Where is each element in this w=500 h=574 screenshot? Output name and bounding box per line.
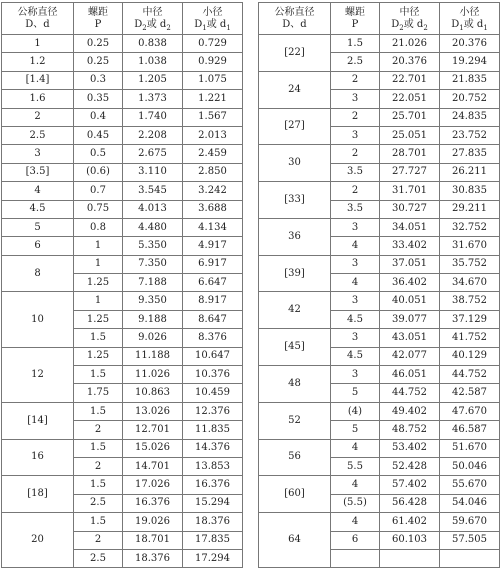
table-row (2, 53, 243, 71)
table-row (2, 439, 243, 457)
nominal-diameter-cell: [27] (259, 108, 331, 145)
header-nominal-diameter: 公称直径 D、d (2, 3, 74, 35)
pitch-diameter-cell: 27.727 (380, 163, 440, 181)
pitch-diameter-cell: 14.701 (123, 457, 183, 475)
pitch-cell: 3.5 (331, 200, 380, 218)
minor-diameter-cell: 1.075 (183, 71, 243, 89)
nominal-diameter-cell: 1.6 (2, 90, 74, 108)
minor-diameter-cell: 1.221 (183, 90, 243, 108)
minor-diameter-cell: 14.376 (183, 439, 243, 457)
minor-diameter-cell: 13.853 (183, 457, 243, 475)
pitch-diameter-cell: 3.545 (123, 182, 183, 200)
minor-diameter-cell: 21.835 (440, 71, 500, 89)
pitch-diameter-cell: 5.350 (123, 237, 183, 255)
nominal-diameter-cell: 8 (2, 255, 74, 292)
nominal-diameter-cell: 4 (2, 182, 74, 200)
pitch-cell: 3 (331, 329, 380, 347)
nominal-diameter-cell: 6 (2, 237, 74, 255)
minor-diameter-cell: 54.046 (440, 494, 500, 512)
header-nominal-diameter: 公称直径 D、d (259, 3, 331, 35)
pitch-diameter-cell: 1.740 (123, 108, 183, 126)
pitch-diameter-cell: 61.402 (380, 513, 440, 531)
minor-diameter-cell: 4.917 (183, 237, 243, 255)
table-row (259, 439, 500, 457)
pitch-cell: 2 (74, 421, 123, 439)
minor-diameter-cell: 12.376 (183, 402, 243, 420)
pitch-cell: 1.5 (74, 402, 123, 420)
table-row (2, 182, 243, 200)
pitch-cell: 4 (331, 513, 380, 531)
pitch-cell: 2 (331, 145, 380, 163)
pitch-cell: 1.75 (74, 384, 123, 402)
pitch-cell: 5 (331, 421, 380, 439)
minor-diameter-cell: 27.835 (440, 145, 500, 163)
nominal-diameter-cell: 48 (259, 366, 331, 403)
minor-diameter-cell: 29.211 (440, 200, 500, 218)
pitch-diameter-cell: 31.701 (380, 182, 440, 200)
table-row (2, 218, 243, 236)
nominal-diameter-cell: 36 (259, 218, 331, 255)
nominal-diameter-cell: 2.5 (2, 126, 74, 144)
pitch-diameter-cell: 11.188 (123, 347, 183, 365)
minor-diameter-cell: 17.835 (183, 531, 243, 549)
thread-table-right (258, 2, 500, 568)
pitch-cell: 4 (331, 237, 380, 255)
minor-diameter-cell: 2.459 (183, 145, 243, 163)
nominal-diameter-cell: 4.5 (2, 200, 74, 218)
nominal-diameter-cell: 10 (2, 292, 74, 347)
pitch-cell: 6 (331, 531, 380, 549)
pitch-cell: 1.5 (74, 513, 123, 531)
pitch-diameter-cell: 9.026 (123, 329, 183, 347)
minor-diameter-cell: 0.929 (183, 53, 243, 71)
pitch-diameter-cell: 21.026 (380, 35, 440, 53)
minor-diameter-cell: 55.670 (440, 476, 500, 494)
minor-diameter-cell: 37.129 (440, 310, 500, 328)
nominal-diameter-cell: 2 (2, 108, 74, 126)
minor-diameter-cell: 46.587 (440, 421, 500, 439)
minor-diameter-cell: 2.013 (183, 126, 243, 144)
pitch-diameter-cell: 44.752 (380, 384, 440, 402)
table-row (259, 182, 500, 200)
nominal-diameter-cell: 5 (2, 218, 74, 236)
table-row (2, 237, 243, 255)
table-row (259, 329, 500, 347)
nominal-diameter-cell: [18] (2, 476, 74, 513)
nominal-diameter-cell: 1.2 (2, 53, 74, 71)
minor-diameter-cell: 34.670 (440, 274, 500, 292)
thread-table-left (1, 2, 243, 568)
header-pitch-diameter: 中径 $D_2$或 $d_2$ (123, 3, 183, 35)
pitch-diameter-cell: 49.402 (380, 402, 440, 420)
pitch-cell: 4 (331, 439, 380, 457)
pitch-cell: 3 (331, 292, 380, 310)
table-row (259, 108, 500, 126)
pitch-cell: (5.5) (331, 494, 380, 512)
minor-diameter-cell: 38.752 (440, 292, 500, 310)
table-row (259, 476, 500, 494)
pitch-diameter-cell: 0.838 (123, 35, 183, 53)
table-row (259, 255, 500, 273)
minor-diameter-cell: 51.670 (440, 439, 500, 457)
table-row (259, 35, 500, 53)
pitch-diameter-cell: 15.026 (123, 439, 183, 457)
pitch-cell: 2.5 (74, 549, 123, 567)
minor-diameter-cell: 10.376 (183, 366, 243, 384)
nominal-diameter-cell: [33] (259, 182, 331, 219)
table-row (259, 71, 500, 89)
minor-diameter-cell: 30.835 (440, 182, 500, 200)
minor-diameter-cell: 11.835 (183, 421, 243, 439)
nominal-diameter-cell: [14] (2, 402, 74, 439)
pitch-cell: 3 (331, 366, 380, 384)
pitch-diameter-cell: 19.026 (123, 513, 183, 531)
minor-diameter-cell: 50.046 (440, 457, 500, 475)
nominal-diameter-cell: [1.4] (2, 71, 74, 89)
table-row (259, 513, 500, 531)
minor-diameter-cell (440, 549, 500, 567)
nominal-diameter-cell: 30 (259, 145, 331, 182)
pitch-cell: 1 (74, 292, 123, 310)
pitch-cell: 4.5 (331, 347, 380, 365)
pitch-cell: 0.7 (74, 182, 123, 200)
minor-diameter-cell: 0.729 (183, 35, 243, 53)
pitch-cell: 1.25 (74, 310, 123, 328)
pitch-diameter-cell: 46.051 (380, 366, 440, 384)
table-row (2, 200, 243, 218)
nominal-diameter-cell: [45] (259, 329, 331, 366)
pitch-cell: 0.45 (74, 126, 123, 144)
pitch-diameter-cell: 9.350 (123, 292, 183, 310)
pitch-cell: 1.5 (74, 366, 123, 384)
pitch-diameter-cell: 7.350 (123, 255, 183, 273)
pitch-cell: 3.5 (331, 163, 380, 181)
table-row (2, 108, 243, 126)
minor-diameter-cell: 6.647 (183, 274, 243, 292)
table-row (259, 218, 500, 236)
minor-diameter-cell: 40.129 (440, 347, 500, 365)
pitch-diameter-cell: 10.863 (123, 384, 183, 402)
nominal-diameter-cell: 1 (2, 35, 74, 53)
table-row (259, 292, 500, 310)
pitch-cell: 4 (331, 274, 380, 292)
minor-diameter-cell: 35.752 (440, 255, 500, 273)
nominal-diameter-cell: 52 (259, 402, 331, 439)
minor-diameter-cell: 20.752 (440, 90, 500, 108)
pitch-diameter-cell: 30.727 (380, 200, 440, 218)
table-row (2, 513, 243, 531)
table-row (2, 126, 243, 144)
minor-diameter-cell: 16.376 (183, 476, 243, 494)
table-row (259, 366, 500, 384)
header-row (259, 3, 500, 35)
pitch-cell: 0.4 (74, 108, 123, 126)
header-pitch: 螺距 P (74, 3, 123, 35)
minor-diameter-cell: 26.211 (440, 163, 500, 181)
minor-diameter-cell: 2.850 (183, 163, 243, 181)
pitch-cell (331, 549, 380, 567)
pitch-cell: 1.5 (331, 35, 380, 53)
table-row (2, 292, 243, 310)
pitch-cell: 0.25 (74, 35, 123, 53)
pitch-diameter-cell: 43.051 (380, 329, 440, 347)
pitch-cell: 1.5 (74, 439, 123, 457)
minor-diameter-cell: 57.505 (440, 531, 500, 549)
header-minor-diameter: 小径 $D_1$或 $d_1$ (183, 3, 243, 35)
minor-diameter-cell: 10.459 (183, 384, 243, 402)
pitch-cell: 3 (331, 218, 380, 236)
pitch-diameter-cell: 53.402 (380, 439, 440, 457)
table-row (2, 255, 243, 273)
minor-diameter-cell: 47.670 (440, 402, 500, 420)
pitch-diameter-cell (380, 549, 440, 567)
nominal-diameter-cell: [22] (259, 35, 331, 72)
nominal-diameter-cell: 42 (259, 292, 331, 329)
nominal-diameter-cell: [60] (259, 476, 331, 513)
nominal-diameter-cell: 20 (2, 513, 74, 568)
pitch-diameter-cell: 4.013 (123, 200, 183, 218)
pitch-diameter-cell: 22.701 (380, 71, 440, 89)
pitch-diameter-cell: 11.026 (123, 366, 183, 384)
table-row (2, 145, 243, 163)
nominal-diameter-cell: 64 (259, 513, 331, 568)
pitch-cell: 4.5 (331, 310, 380, 328)
pitch-cell: 1.25 (74, 274, 123, 292)
minor-diameter-cell: 20.376 (440, 35, 500, 53)
pitch-diameter-cell: 57.402 (380, 476, 440, 494)
pitch-diameter-cell: 40.051 (380, 292, 440, 310)
minor-diameter-cell: 3.688 (183, 200, 243, 218)
minor-diameter-cell: 32.752 (440, 218, 500, 236)
pitch-diameter-cell: 12.701 (123, 421, 183, 439)
pitch-cell: 1 (74, 255, 123, 273)
minor-diameter-cell: 59.670 (440, 513, 500, 531)
pitch-diameter-cell: 13.026 (123, 402, 183, 420)
pitch-diameter-cell: 4.480 (123, 218, 183, 236)
minor-diameter-cell: 44.752 (440, 366, 500, 384)
pitch-diameter-cell: 37.051 (380, 255, 440, 273)
pitch-cell: 5 (331, 384, 380, 402)
minor-diameter-cell: 8.917 (183, 292, 243, 310)
pitch-diameter-cell: 25.051 (380, 126, 440, 144)
nominal-diameter-cell: [3.5] (2, 163, 74, 181)
pitch-cell: 5.5 (331, 457, 380, 475)
nominal-diameter-cell: 12 (2, 347, 74, 402)
thread-table-left-body (2, 35, 243, 568)
pitch-diameter-cell: 36.402 (380, 274, 440, 292)
table-row (2, 90, 243, 108)
pitch-diameter-cell: 52.428 (380, 457, 440, 475)
pitch-diameter-cell: 42.077 (380, 347, 440, 365)
minor-diameter-cell: 15.294 (183, 494, 243, 512)
pitch-cell: 3 (331, 255, 380, 273)
header-pitch-diameter: 中径 $D_2$或 $d_2$ (380, 3, 440, 35)
table-row (2, 402, 243, 420)
pitch-diameter-cell: 17.026 (123, 476, 183, 494)
pitch-cell: 1.5 (74, 476, 123, 494)
table-row (2, 163, 243, 181)
pitch-diameter-cell: 2.208 (123, 126, 183, 144)
minor-diameter-cell: 18.376 (183, 513, 243, 531)
pitch-cell: (0.6) (74, 163, 123, 181)
pitch-diameter-cell: 1.038 (123, 53, 183, 71)
nominal-diameter-cell: 24 (259, 71, 331, 108)
pitch-cell: 2.5 (74, 494, 123, 512)
pitch-cell: 3 (331, 90, 380, 108)
minor-diameter-cell: 10.647 (183, 347, 243, 365)
minor-diameter-cell: 41.752 (440, 329, 500, 347)
pitch-diameter-cell: 18.701 (123, 531, 183, 549)
pitch-cell: 0.25 (74, 53, 123, 71)
minor-diameter-cell: 6.917 (183, 255, 243, 273)
nominal-diameter-cell: 3 (2, 145, 74, 163)
pitch-cell: 0.8 (74, 218, 123, 236)
thread-table-right-body (259, 35, 500, 568)
minor-diameter-cell: 3.242 (183, 182, 243, 200)
pitch-diameter-cell: 56.428 (380, 494, 440, 512)
pitch-cell: (4) (331, 402, 380, 420)
pitch-diameter-cell: 28.701 (380, 145, 440, 163)
header-minor-diameter: 小径 $D_1$或 $d_1$ (440, 3, 500, 35)
header-row (2, 3, 243, 35)
pitch-diameter-cell: 33.402 (380, 237, 440, 255)
minor-diameter-cell: 24.835 (440, 108, 500, 126)
table-row (259, 402, 500, 420)
minor-diameter-cell: 19.294 (440, 53, 500, 71)
table-row (2, 347, 243, 365)
pitch-diameter-cell: 34.051 (380, 218, 440, 236)
minor-diameter-cell: 17.294 (183, 549, 243, 567)
pitch-diameter-cell: 18.376 (123, 549, 183, 567)
minor-diameter-cell: 4.134 (183, 218, 243, 236)
pitch-cell: 2 (74, 531, 123, 549)
pitch-diameter-cell: 22.051 (380, 90, 440, 108)
pitch-diameter-cell: 7.188 (123, 274, 183, 292)
pitch-cell: 2.5 (331, 53, 380, 71)
pitch-cell: 1 (74, 237, 123, 255)
pitch-cell: 0.3 (74, 71, 123, 89)
pitch-cell: 0.5 (74, 145, 123, 163)
pitch-diameter-cell: 3.110 (123, 163, 183, 181)
minor-diameter-cell: 1.567 (183, 108, 243, 126)
table-row (259, 145, 500, 163)
pitch-cell: 2 (331, 71, 380, 89)
minor-diameter-cell: 23.752 (440, 126, 500, 144)
minor-diameter-cell: 42.587 (440, 384, 500, 402)
pitch-cell: 1.25 (74, 347, 123, 365)
header-pitch: 螺距 P (331, 3, 380, 35)
pitch-diameter-cell: 60.103 (380, 531, 440, 549)
table-row (2, 476, 243, 494)
pitch-diameter-cell: 16.376 (123, 494, 183, 512)
pitch-cell: 4 (331, 476, 380, 494)
table-row (2, 35, 243, 53)
pitch-cell: 3 (331, 126, 380, 144)
pitch-diameter-cell: 48.752 (380, 421, 440, 439)
pitch-diameter-cell: 1.373 (123, 90, 183, 108)
pitch-cell: 0.75 (74, 200, 123, 218)
pitch-diameter-cell: 1.205 (123, 71, 183, 89)
pitch-cell: 2 (74, 457, 123, 475)
pitch-diameter-cell: 2.675 (123, 145, 183, 163)
minor-diameter-cell: 8.376 (183, 329, 243, 347)
minor-diameter-cell: 31.670 (440, 237, 500, 255)
pitch-cell: 2 (331, 108, 380, 126)
nominal-diameter-cell: 56 (259, 439, 331, 476)
pitch-cell: 2 (331, 182, 380, 200)
pitch-diameter-cell: 20.376 (380, 53, 440, 71)
pitch-diameter-cell: 25.701 (380, 108, 440, 126)
pitch-cell: 1.5 (74, 329, 123, 347)
nominal-diameter-cell: 16 (2, 439, 74, 476)
table-row (2, 71, 243, 89)
pitch-diameter-cell: 9.188 (123, 310, 183, 328)
pitch-cell: 0.35 (74, 90, 123, 108)
nominal-diameter-cell: [39] (259, 255, 331, 292)
pitch-diameter-cell: 39.077 (380, 310, 440, 328)
minor-diameter-cell: 8.647 (183, 310, 243, 328)
